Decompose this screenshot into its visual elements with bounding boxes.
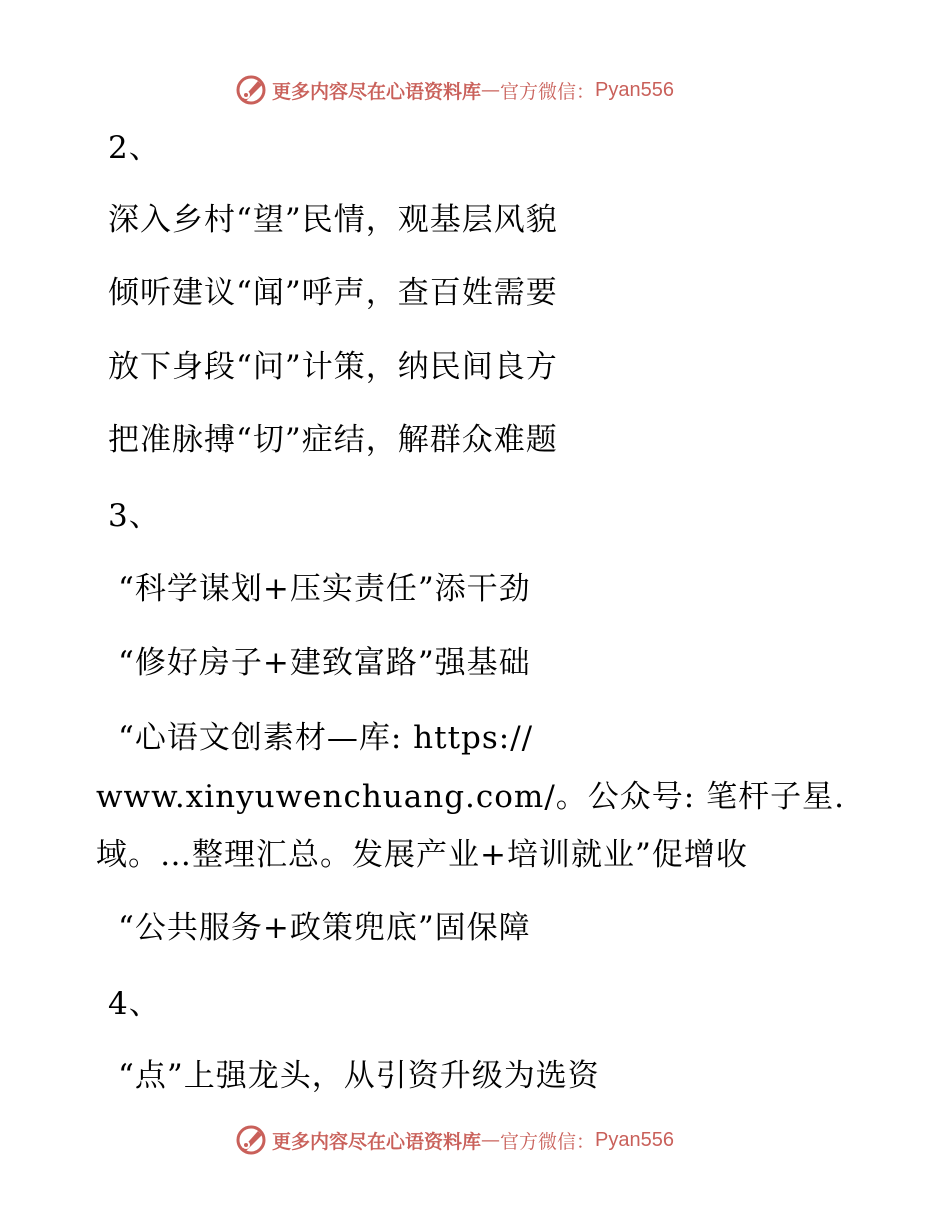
- banner-wechat-id: Pyan556: [595, 78, 674, 101]
- banner-dash: —: [481, 1129, 501, 1151]
- text-line: www.xinyuwenchuang.com/。公众号: 笔杆子星.: [96, 779, 845, 815]
- text-line: 倾听建议“闻”呼声，查百姓需要: [108, 275, 558, 311]
- pen-logo-icon: [234, 1123, 268, 1157]
- text-line: 深入乡村“望”民情，观基层风貌: [108, 202, 558, 238]
- text-line: “公共服务+政策兜底”固保障: [118, 910, 531, 946]
- section-number: 2、: [108, 130, 161, 166]
- footer-watermark-banner: [234, 1120, 674, 1160]
- text-line: 放下身段“问”计策，纳民间良方: [108, 349, 558, 385]
- banner-label: 官方微信：: [500, 80, 596, 103]
- text-line: 把准脉搏“切”症结，解群众难题: [108, 422, 558, 458]
- text-line: “心语文创素材—库: https://: [118, 720, 534, 756]
- banner-wechat-id: Pyan556: [595, 1128, 674, 1151]
- banner-text: 更多内容尽在心语资料库: [272, 80, 482, 103]
- banner-dash: —: [481, 79, 501, 101]
- banner-label: 官方微信：: [500, 1130, 596, 1153]
- text-line: “修好房子+建致富路”强基础: [118, 645, 531, 681]
- pen-logo-icon: [234, 73, 268, 107]
- banner-text: 更多内容尽在心语资料库: [272, 1130, 482, 1153]
- header-watermark-banner: [234, 70, 674, 110]
- text-line: 域。…整理汇总。发展产业+培训就业”促增收: [96, 837, 748, 873]
- text-line: “点”上强龙头，从引资升级为选资: [118, 1058, 600, 1094]
- section-number: 3、: [108, 498, 161, 534]
- text-line: “科学谋划+压实责任”添干劲: [118, 571, 531, 607]
- section-number: 4、: [108, 986, 161, 1022]
